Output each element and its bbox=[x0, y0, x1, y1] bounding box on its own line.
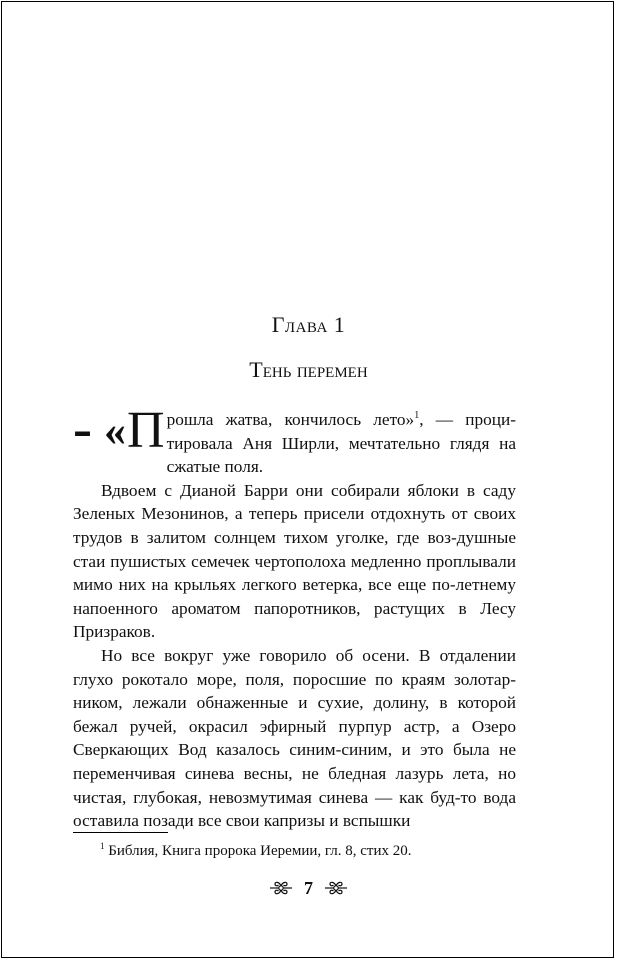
paragraph-1-text-start: рошла жатва, кончилось лето» bbox=[166, 410, 415, 429]
page-number: 7 bbox=[304, 878, 313, 898]
chapter-subtitle: Тень перемен bbox=[249, 357, 368, 382]
paragraph-2: Вдвоем с Дианой Барри они собирали яблоки в саду Зеленых Мезонинов, а теперь присели отдохнуть от своих трудов в залитом солнцем тихом уголке, где воз-душные стаи пушистых семечек чертополоха медленно проплывали мимо них на крыльях легкого ветерка, все еще по-летнему напоенного ароматом папоротников, растущих в Лесу Призраков. bbox=[73, 480, 516, 642]
footnote-text: Библия, Книга пророка Иеремии, гл. 8, стих 20. bbox=[104, 843, 412, 859]
body-text bbox=[73, 402, 516, 833]
opening-quote: « bbox=[104, 406, 126, 455]
dialogue-dash: – bbox=[73, 408, 92, 453]
fleuron-ornament-icon bbox=[268, 879, 294, 897]
footnote-separator bbox=[73, 832, 168, 833]
paragraph-1-text-end: , — проци-тировала Аня Ширли, мечтательно глядя на сжатые поля. bbox=[166, 410, 516, 477]
page-footer bbox=[0, 875, 617, 901]
paragraph-1 bbox=[73, 402, 516, 479]
chapter-title: Глава 1 bbox=[271, 312, 346, 337]
footnote-reference[interactable]: 1 bbox=[414, 410, 420, 422]
drop-cap-letter: П bbox=[127, 402, 165, 459]
drop-cap bbox=[73, 402, 165, 459]
fleuron-ornament-icon bbox=[323, 879, 349, 897]
footnote bbox=[100, 841, 412, 861]
footnote-marker: 1 bbox=[100, 841, 105, 851]
paragraph-3: Но все вокруг уже говорило об осени. В отдалении глухо рокотало море, поля, поросшие по краям золотар-ником, лежали обнаженные и сухие, долину, в которой бежал ручей, окрасил эфирный пурпур астр, а Озеро Сверкающих Вод казалось синим-синим, и это была не переменчивая синева весны, не бледная лазурь лета, но чистая, глубокая, невозмутимая синева — как буд-то вода оставила позади все свои капризы и вспышки bbox=[73, 645, 516, 831]
